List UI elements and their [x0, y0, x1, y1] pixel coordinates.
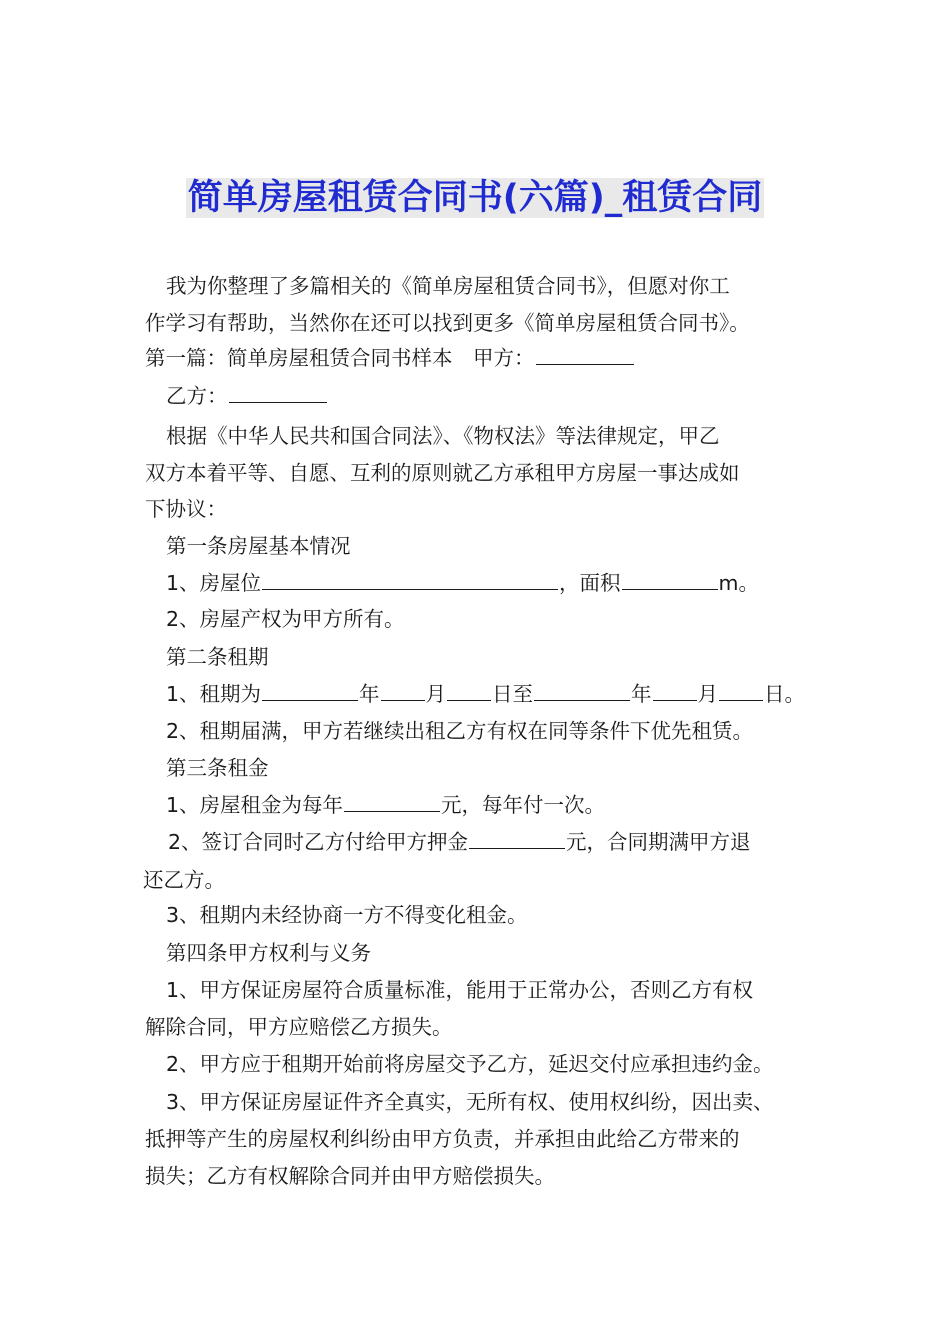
clause-heading: 第三条租金 [166, 756, 269, 780]
paragraph-line [166, 676, 805, 712]
paragraph-line [166, 787, 605, 823]
paragraph-line: 还乙方。 [143, 868, 225, 892]
blank-underline [262, 569, 558, 590]
document-title [0, 172, 950, 224]
blank-underline [447, 680, 491, 701]
blank-underline [534, 680, 630, 701]
paragraph-line: 抵押等产生的房屋权利纠纷由甲方负责，并承担由此给乙方带来的 [145, 1127, 740, 1151]
paragraph-line: 作学习有帮助，当然你在还可以找到更多《简单房屋租赁合同书》。 [145, 311, 750, 335]
paragraph-line [166, 378, 328, 414]
blank-underline [229, 382, 327, 403]
text-fragment: 月 [697, 682, 719, 706]
party-b-label: 乙方： [166, 384, 228, 408]
text-fragment: 1、租期为 [166, 682, 262, 706]
paragraph-line: 下协议： [145, 497, 227, 521]
paragraph-line: 双方本着平等、自愿、互利的原则就乙方承租甲方房屋一事达成如 [145, 461, 740, 485]
clause-heading: 第四条甲方权利与义务 [166, 941, 371, 965]
text-fragment: 2、签订合同时乙方付给甲方押金 [168, 830, 469, 854]
text-fragment: m。 [718, 571, 760, 595]
paragraph-line: 2、甲方应于租期开始前将房屋交予乙方，延迟交付应承担违约金。 [166, 1052, 774, 1076]
text-fragment: 年 [359, 682, 380, 706]
paragraph-line: 损失；乙方有权解除合同并由甲方赔偿损失。 [145, 1164, 555, 1188]
paragraph-line: 2、房屋产权为甲方所有。 [166, 607, 405, 631]
paragraph-line [145, 340, 635, 376]
blank-underline [536, 344, 634, 365]
text-fragment: 1、房屋位 [166, 571, 262, 595]
text-fragment: 年 [631, 682, 652, 706]
paragraph-line: 根据《中华人民共和国合同法》、《物权法》等法律规定，甲乙 [166, 424, 720, 448]
blank-underline [653, 680, 697, 701]
blank-underline [344, 791, 440, 812]
paragraph-line: 2、租期届满，甲方若继续出租乙方有权在同等条件下优先租赁。 [166, 719, 754, 743]
clause-heading: 第二条租期 [166, 645, 269, 669]
paragraph-line [168, 824, 751, 860]
paragraph-line: 3、租期内未经协商一方不得变化租金。 [166, 903, 528, 927]
text-fragment: 元，每年付一次。 [441, 793, 606, 817]
text-fragment: ，面积 [559, 571, 621, 595]
blank-underline [719, 680, 763, 701]
blank-underline [622, 569, 718, 590]
title-text: 简单房屋租赁合同书(六篇)_租赁合同 [187, 178, 763, 218]
paragraph-line: 3、甲方保证房屋证件齐全真实，无所有权、使用权纠纷，因出卖、 [166, 1090, 774, 1114]
paragraph-line: 解除合同，甲方应赔偿乙方损失。 [145, 1015, 453, 1039]
paragraph-line [166, 565, 759, 601]
blank-underline [262, 680, 358, 701]
text-fragment: 日至 [492, 682, 534, 706]
section-heading: 第一篇：简单房屋租赁合同书样本 甲方： [145, 346, 535, 370]
text-fragment: 元，合同期满甲方退 [566, 830, 751, 854]
text-fragment: 月 [425, 682, 447, 706]
paragraph-line: 1、甲方保证房屋符合质量标准，能用于正常办公，否则乙方有权 [166, 978, 754, 1002]
paragraph-line: 我为你整理了多篇相关的《简单房屋租赁合同书》，但愿对你工 [166, 274, 730, 298]
blank-underline [381, 680, 425, 701]
text-fragment: 日。 [764, 682, 806, 706]
blank-underline [469, 828, 565, 849]
clause-heading: 第一条房屋基本情况 [166, 534, 351, 558]
text-fragment: 1、房屋租金为每年 [166, 793, 344, 817]
